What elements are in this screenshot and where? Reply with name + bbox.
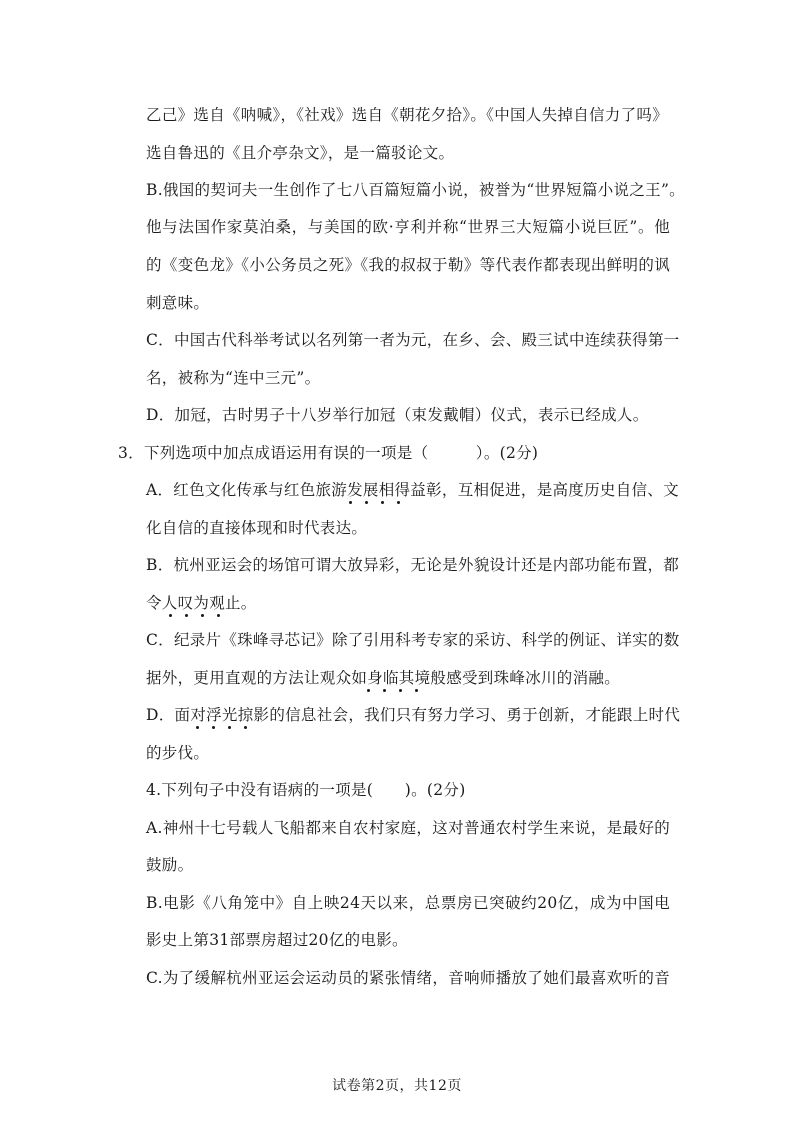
text-line-8: 名，被称为“连中三元”。 <box>146 369 321 387</box>
question-4-option-a-line-1: A.神州十七号载人飞船都来自农村家庭，这对普通农村学生来说，是最好的 <box>146 819 670 837</box>
question-3-option-a-line-1: A．红色文化传承与红色旅游发展相得益彰，互相促进，是高度历史自信、文 <box>146 481 679 499</box>
question-4-option-b-line-1: B.电影《八角笼中》自上映24天以来，总票房已突破约20亿，成为中国电 <box>146 894 670 912</box>
question-3-option-c-line-2: 据外，更用直观的方法让观众如身临其境般感受到珠峰冰川的消融。 <box>146 669 621 687</box>
page-footer: 试卷第2页，共12页 <box>332 1078 462 1094</box>
text-line-7: C．中国古代科举考试以名列第一者为元，在乡、会、殿三试中连续获得第一 <box>146 331 680 349</box>
question-3-option-a-line-2: 化自信的直接体现和时代表达。 <box>146 519 368 537</box>
question-3-option-c-line-1: C．纪录片《珠峰寻芯记》除了引用科考专家的采访、科学的例证、详实的数 <box>146 631 680 649</box>
text-line-9: D．加冠，古时男子十八岁举行加冠（束发戴帽）仪式，表示已经成人。 <box>146 406 649 424</box>
question-4-option-c-line-1: C.为了缓解杭州亚运会运动员的紧张情绪，音响师播放了她们最喜欢听的音 <box>146 969 670 987</box>
question-3-option-d-line-1: D．面对浮光掠影的信息社会，我们只有努力学习、勇于创新，才能跟上时代 <box>146 706 681 724</box>
question-3-option-b-line-1: B．杭州亚运会的场馆可谓大放异彩，无论是外貌设计还是内部功能布置，都 <box>146 556 680 574</box>
emphasis-dots-a <box>343 501 415 509</box>
emphasis-dots-d <box>190 726 262 734</box>
emphasis-dots-c <box>361 689 433 697</box>
text-line-4: 他与法国作家莫泊桑，与美国的欧·亨利并称“世界三大短篇小说巨匠”。他 <box>146 218 670 236</box>
text-line-3: B.俄国的契诃夫一生创作了七八百篇短篇小说，被誉为“世界短篇小说之王”。 <box>146 181 685 199</box>
question-3-option-b-line-2: 令人叹为观止。 <box>146 594 257 612</box>
text-line-5: 的《变色龙》《小公务员之死》《我的叔叔于勒》等代表作都表现出鲜明的讽 <box>146 256 670 274</box>
text-line-6: 刺意味。 <box>146 294 210 312</box>
text-line-1: 乙己》选自《呐喊》，《社戏》选自《朝花夕拾》。《中国人失掉自信力了吗》 <box>146 106 669 124</box>
emphasis-dots-b <box>163 614 235 622</box>
question-3-option-d-line-2: 的步伐。 <box>146 744 210 762</box>
question-4-option-a-line-2: 鼓励。 <box>146 856 194 874</box>
question-3-stem: 3．下列选项中加点成语运用有误的一项是（ ）。(2分) <box>118 444 539 462</box>
question-4-option-b-line-2: 影史上第31部票房超过20亿的电影。 <box>146 931 408 949</box>
text-line-2: 选自鲁迅的《且介亭杂文》，是一篇驳论文。 <box>146 144 455 162</box>
question-4-stem: 4.下列句子中没有语病的一项是( )。(2分) <box>146 781 466 799</box>
